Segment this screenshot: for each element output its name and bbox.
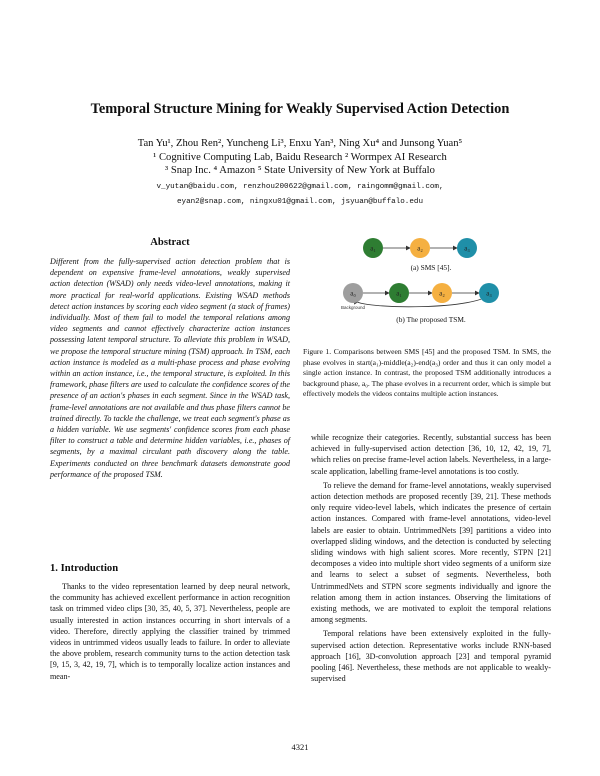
affiliations-line-2: ³ Snap Inc. ⁴ Amazon ⁵ State University of New York at Buffalo [165, 165, 435, 177]
sms-node-a2-label: a₂ [417, 244, 423, 253]
subcaption-a: (a) SMS [45]. [410, 263, 452, 272]
right-paragraph-1: while recognize their categories. Recently, substantial success has been achieved in fully-supervised action detection [36, 10, 12, 42, 19, 7], which relies on precise frame-level action labels. Nevertheless, in a large-scale application, labelling frame-level annotations is too costly. [311, 433, 551, 476]
emails-line-2: eyan2@snap.com, ningxu01@gmail.com, jsyuan@buffalo.edu [176, 198, 424, 207]
sms-node-a1-label: a₁ [370, 244, 376, 253]
page-number: 4321 [291, 742, 309, 752]
right-paragraph-3: Temporal relations have been extensively exploited in the fully-supervised action detection. Representative works include RNN-based approach [16], 3D-convolution approach [23] and temporal pyramid pooling [46]. Nevertheless, these methods are not applicable to weakly-supervised [311, 629, 551, 684]
abstract-text [50, 256, 290, 480]
subcaption-b: (b) The proposed TSM. [396, 315, 466, 324]
affiliations-line-1: ¹ Cognitive Computing Lab, Baidu Research ² Wormpex AI Research [153, 151, 447, 163]
introduction-text [50, 581, 290, 682]
paper-title: Temporal Structure Mining for Weakly Supervised Action Detection [90, 101, 510, 117]
tsm-node-a1-label: a₁ [396, 289, 402, 298]
tsm-node-a0-label: a₀ [350, 289, 356, 298]
figure-1-caption: Figure 1. Comparisons between SMS [45] and the proposed TSM. In SMS, the phase evolves in start(a₁)-middle(a₂)-end(a₃) order and thus it can only model a single action instance. In contrast, the proposed TSM additionally introduces a background phase, a₀. The phase evolves in a recurrent order, which is simple but effectively models the videos contains multiple action instances. [303, 347, 551, 399]
figure-1-diagram [311, 230, 551, 350]
introduction-heading: 1. Introduction [50, 563, 119, 574]
tsm-recurrent-arrow [354, 293, 490, 307]
abstract-paragraph: Different from the fully-supervised action detection problem that is dependent on expensive frame-level annotations, weakly supervised action detection (WSAD) only needs video-level annotations, making it more practical for real-world applications. Existing WSAD methods detect action instances by scoring each video segment (a stack of frames) individually. Most of them fail to model the temporal relations among video segments and cannot effectively characterize action instances possessing latent temporal structure. To alleviate this problem in WSAD, we propose the temporal structure mining (TSM) approach. In TSM, each action instance is modeled as a multi-phase process and phase evolving within an action instance, i.e., the temporal structure, is exploited. In this framework, phase filters are used to calculate the confidence scores of the presence of an action's phases in each segment. Since in the WSAD task, frame-level annotations are not available and thus phase filters cannot be trained directly. To tackle the challenge, we treat each segment's phase as a hidden variable. We use segments' confidence scores from each phase filter to construct a table and determine hidden variables, i.e., phases of segments, by a maximal circulant path discovery along the table. Experiments conducted on three benchmark datasets demonstrate good performance of the proposed TSM. [50, 257, 290, 479]
right-paragraph-2: To relieve the demand for frame-level annotations, weakly supervised action detection methods are proposed recently [39, 21]. These methods only require video-level labels, which indicates the presence of certain action instances. Compared with frame-level annotations, video-level labels are easier to obtain. UntrimmedNets [39] partitions a video into overlapped sliding windows, and the detection is conducted by selecting sliding windows with high salient scores. More recently, STPN [21] decomposes a video into multiple short video segments of a uniform size and learns to select a subset of segments. Nevertheless, both UntrimmedNets and STPN score segments individually and ignore the relation among them in action instances. Observing the limitations of existing methods, we are motivated to exploit the temporal relations among segments. [311, 480, 551, 625]
tsm-node-a3-label: a₃ [486, 289, 492, 298]
background-label: Background [341, 305, 366, 310]
abstract-heading: Abstract [150, 237, 190, 248]
authors-line: Tan Yu¹, Zhou Ren², Yuncheng Li³, Enxu Yan³, Ning Xu⁴ and Junsong Yuan⁵ [137, 138, 463, 149]
email-block [0, 180, 600, 210]
tsm-node-a2-label: a₂ [439, 289, 445, 298]
emails-line-1: v_yutan@baidu.com, renzhou200622@gmail.com, raingomm@gmail.com, [156, 183, 444, 191]
introduction-paragraph-1: Thanks to the video representation learned by deep neural network, the community has achieved excellent performance in action recognition task on trimmed video clips [30, 35, 40, 5, 37]. Nevertheless, people are usually interested in action instances occurring in short intervals of a video. Therefore, directly applying the classifier trained by trimmed videos in untrimmed videos usually leads to failure. In order to alleviate the above problem, research community turns to the action detection task [9, 15, 3, 42, 19, 7], which is to temporally localize action instances and mean- [50, 582, 290, 681]
sms-node-a3-label: a₃ [464, 244, 470, 253]
right-column-text [311, 432, 551, 687]
author-block [0, 137, 600, 178]
tsm-diagram [341, 283, 499, 324]
sms-diagram [363, 238, 477, 272]
